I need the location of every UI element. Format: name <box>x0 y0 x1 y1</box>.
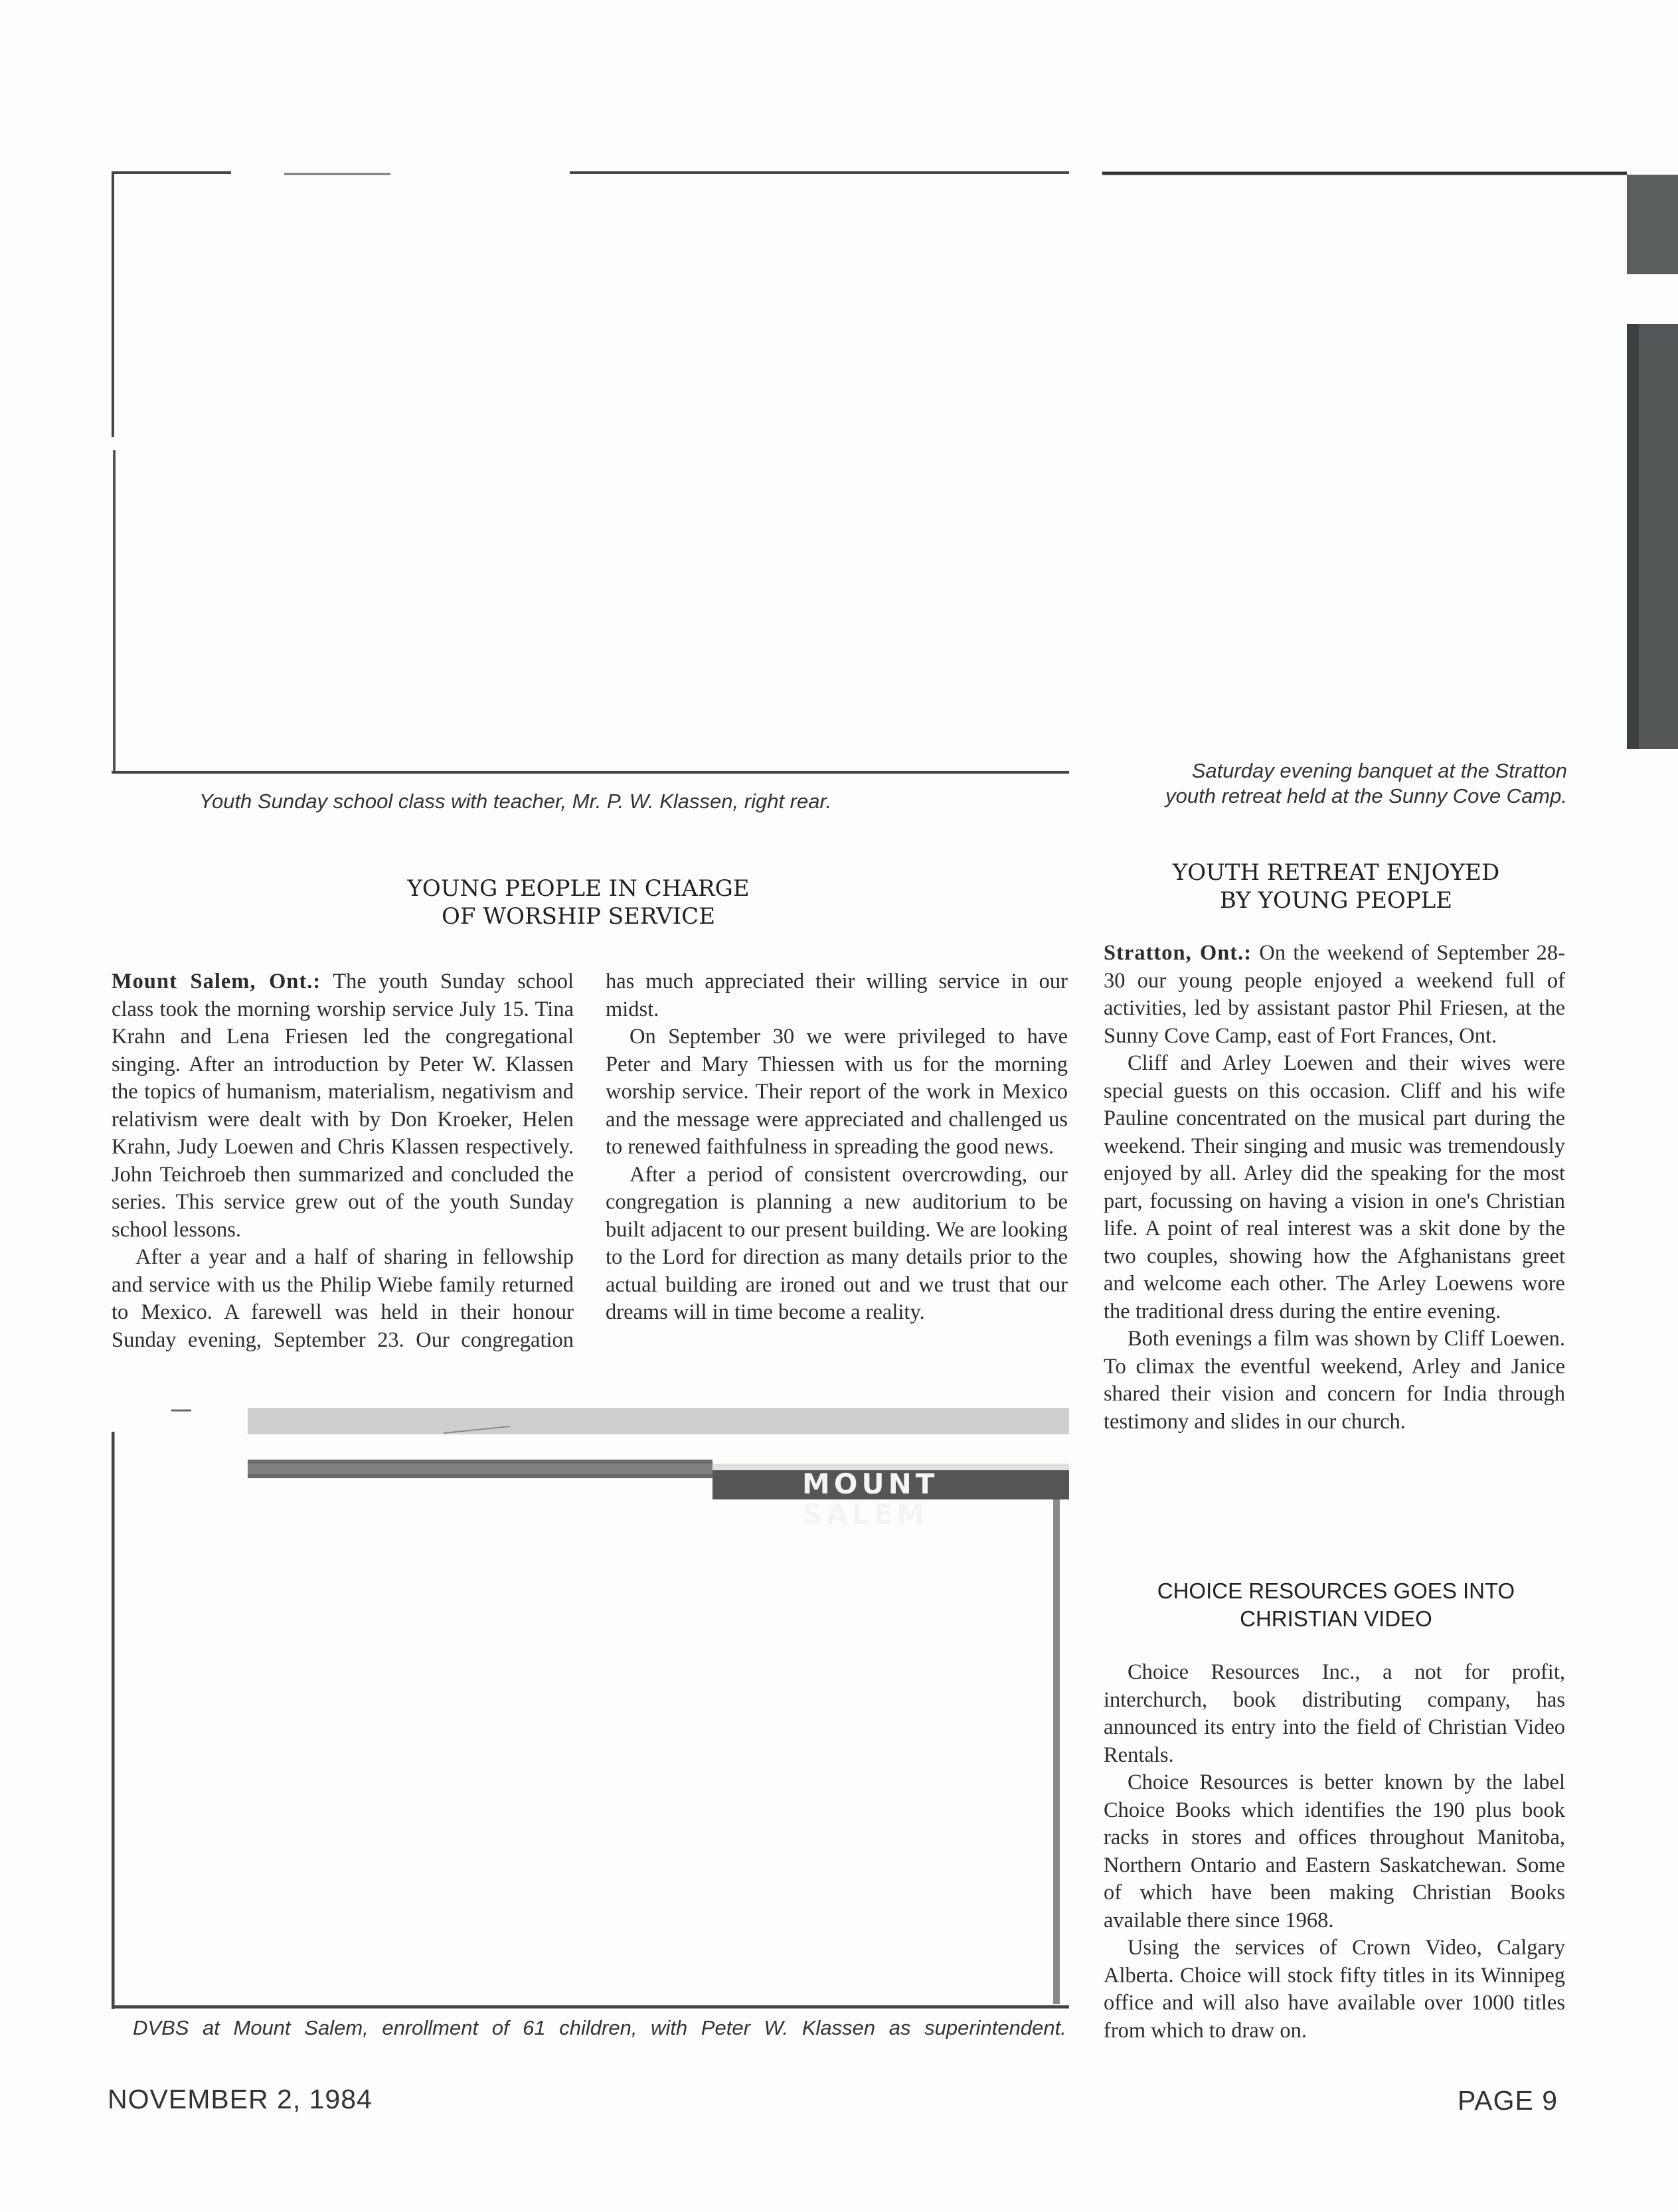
article1-dateline: Mount Salem, Ont.: <box>112 970 321 993</box>
photo2-frame <box>1102 171 1678 749</box>
mount-salem-sign-text: MOUNT SALEM <box>802 1468 939 1531</box>
article1-paragraph-4: After a period of consistent overcrowding, our congregation is planning a new auditorium to be built adjacent to our present building. We are looking to the Lord for direction as many details prior to the actual building are ironed out and we trust that our dreams will in time become a reality. <box>606 1162 1068 1324</box>
photo-youth-sunday-school-class <box>112 171 1069 774</box>
article1-paragraph-3: On September 30 we were privileged to have Peter and Mary Thiessen with us for the morning worship service. Their report of the work in Mexico and the message were appreciated and challenged us to renewed faithfulness in spreading the good news. <box>606 1025 1068 1159</box>
photo2-caption-line2: youth retreat held at the Sunny Cove Camp. <box>1165 784 1567 808</box>
article2-p1-text: On the weekend of September 28-30 our young people enjoyed a weekend full of activities, led by assistant pastor Phil Friesen, at the Sunny Cove Camp, east of Fort Frances, Ont. <box>1104 941 1565 1048</box>
article3-headline-line1: CHOICE RESOURCES GOES INTO <box>1157 1578 1515 1603</box>
photo-dvbs-mount-salem <box>112 1408 1069 2009</box>
article2-dateline: Stratton, Ont.: <box>1104 941 1252 965</box>
article2-paragraph-3: Both evenings a film was shown by Cliff Loewen. To climax the eventful weekend, Arley and Janice shared their vision and concern for India through testimony and slides in our church. <box>1104 1327 1565 1434</box>
article1-headline-line2: OF WORSHIP SERVICE <box>441 903 716 930</box>
photo2-caption <box>1102 758 1567 809</box>
article2-paragraph-1 <box>1104 940 1565 1050</box>
article1-body <box>112 968 1068 1388</box>
article3-body <box>1104 1659 1565 2045</box>
article1-headline-line1: YOUNG PEOPLE IN CHARGE <box>407 875 750 902</box>
photo2-caption-line1: Saturday evening banquet at the Stratton <box>1191 759 1567 782</box>
article2-body <box>1104 940 1565 1436</box>
article3-paragraph-2: Choice Resources is better known by the label Choice Books which identifies the 190 plus book racks in stores and offices throughout Manitoba, Northern Ontario and Eastern Saskatchewan. Some of which have been making Christian Books available there since 1968. <box>1104 1770 1565 1932</box>
photo3-caption: DVBS at Mount Salem, enrollment of 61 children, with Peter W. Klassen as superintendent. <box>133 2016 1066 2039</box>
photo1-caption: Youth Sunday school class with teacher, Mr. P. W. Klassen, right rear. <box>199 790 832 813</box>
photo-frame-lines <box>112 171 1069 774</box>
article3-headline-line2: CHRISTIAN VIDEO <box>1240 1606 1432 1631</box>
article3-paragraph-1: Choice Resources Inc., a not for profit, interchurch, book distributing company, has announced its entry into the field of Christian Video Rentals. <box>1104 1660 1565 1767</box>
article1-p1-text: The youth Sunday school class took the morning worship service July 15. Tina Krahn and Lena Friesen led the congregational singing. After an introduction by Peter W. Klassen the topics of humanism, materialism, negativism and relativism were dealt with by Don Kroeker, Helen Krahn, Judy Loewen and Chris Klassen respectively. John Teichroeb then summarized and concluded the series. This service grew out of the youth Sunday school lessons. <box>112 970 574 1242</box>
photo-stratton-banquet <box>1102 171 1678 749</box>
article2-headline-line2: BY YOUNG PEOPLE <box>1219 887 1453 914</box>
article3-headline <box>1104 1577 1568 1633</box>
article1-paragraph-2: After a year and a half of sharing in fellowship and service with us the Philip Wiebe family returned to Mexico. A farewell was held in their honour Sunday evening, September 23. Our congregation has much appreciated their willing service in our midst. <box>112 970 1068 1352</box>
footer-page-number: PAGE 9 <box>1458 2085 1558 2116</box>
article2-headline-line1: YOUTH RETREAT ENJOYED <box>1172 859 1500 886</box>
article2-headline <box>1104 859 1568 914</box>
article2-paragraph-2: Cliff and Arley Loewen and their wives were special guests on this occasion. Cliff and his wife Pauline concentrated on the musical part during the weekend. Their singing and music was tremendously enjoyed by all. Arley did the speaking for the most part, focussing on having a vision in one's Christian life. A point of real interest was a skit done by the two couples, showing how the Afghanistans greet and welcome each other. The Arley Loewens wore the traditional dress during the entire evening. <box>1104 1051 1565 1323</box>
article1-headline <box>112 875 1045 930</box>
article1-paragraph-1 <box>112 968 574 1244</box>
article3-paragraph-3: Using the services of Crown Video, Calgary Alberta. Choice will stock fifty titles in its Winnipeg office and will also have available over 1000 titles from which to draw on. <box>1104 1936 1565 2043</box>
footer-date: NOVEMBER 2, 1984 <box>108 2084 373 2114</box>
